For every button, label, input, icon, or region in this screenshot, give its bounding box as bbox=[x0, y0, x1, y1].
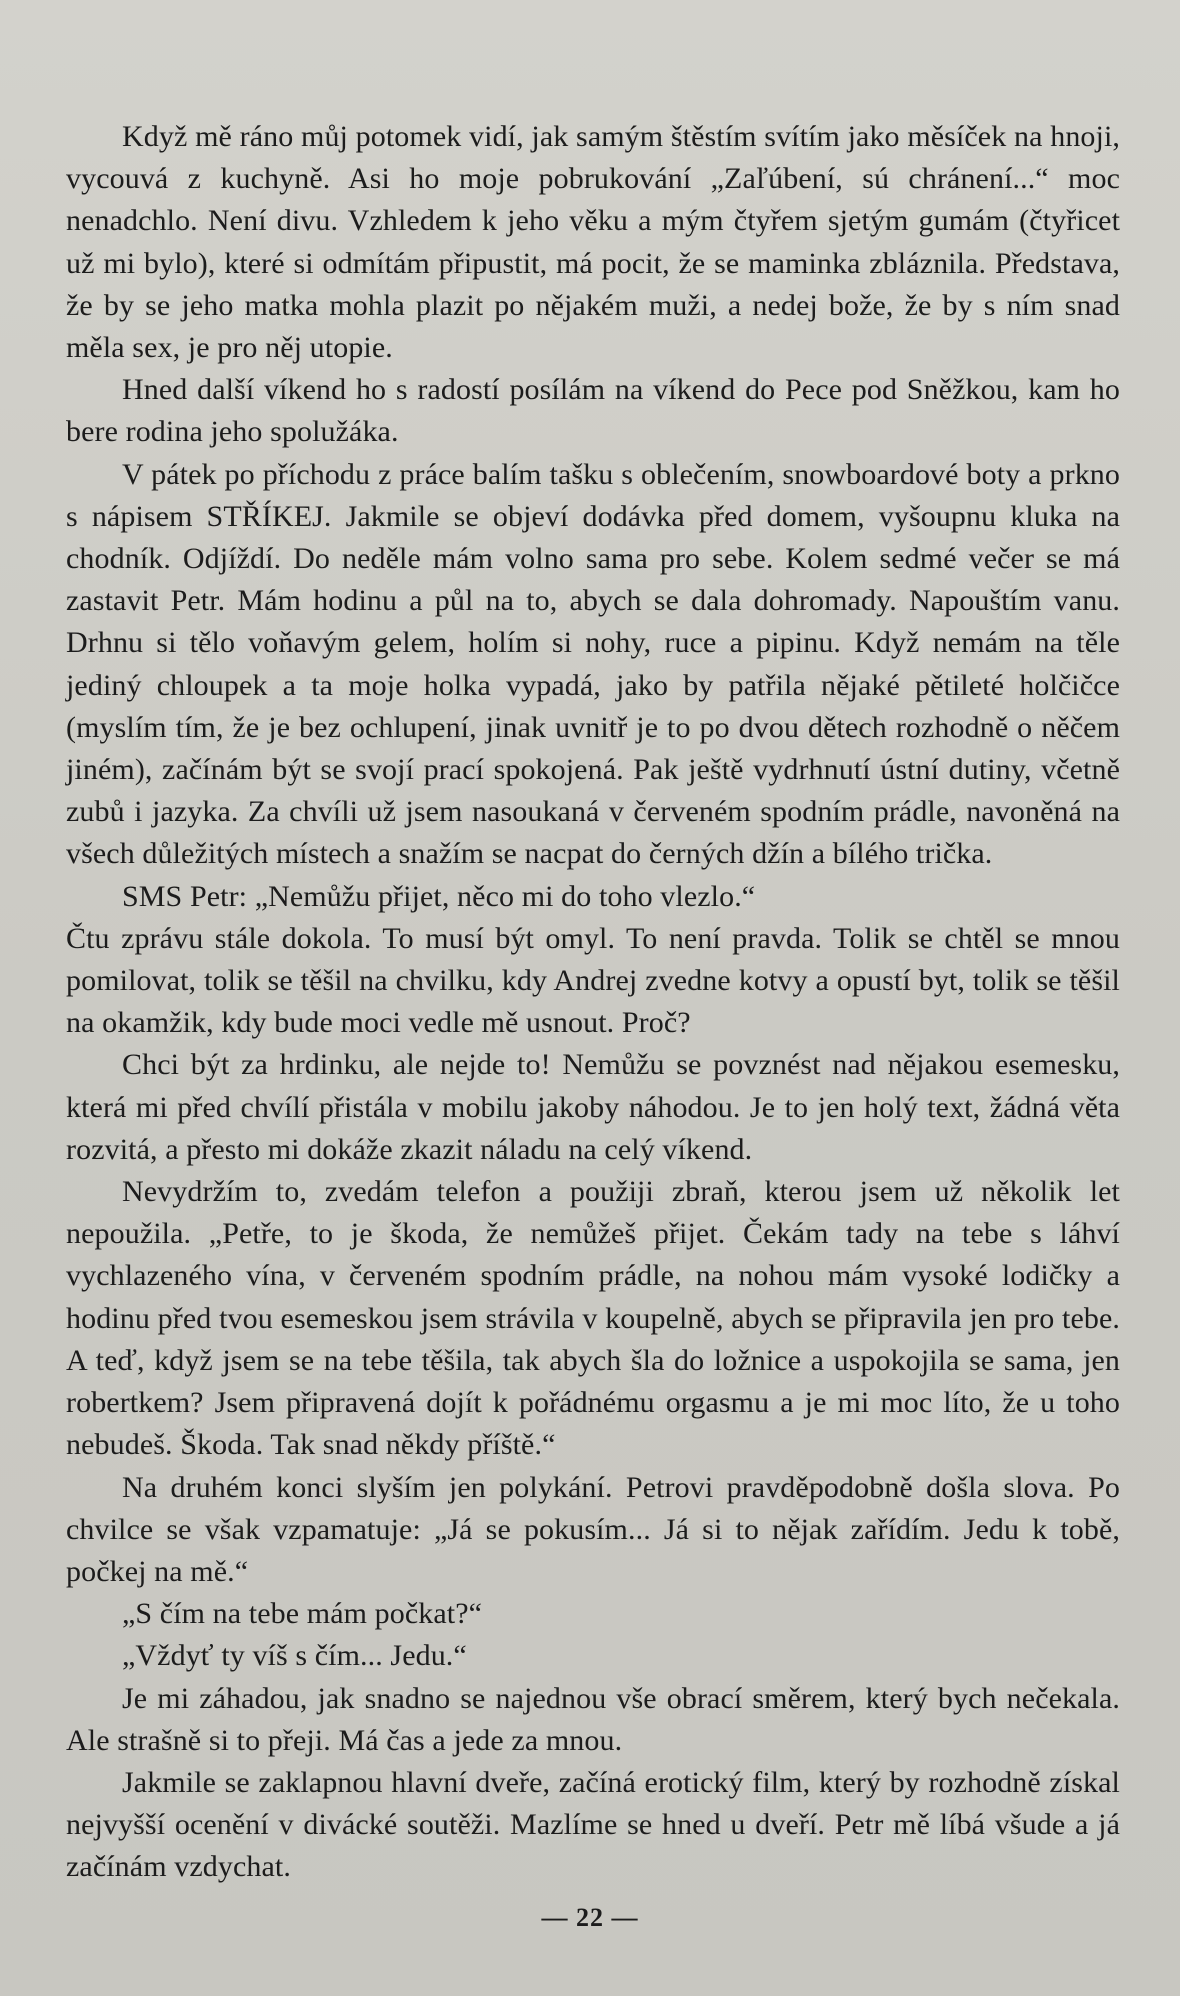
paragraph-2: Hned další víkend ho s radostí posílám na víkend do Pece pod Sněžkou, kam ho bere rodina jeho spolužáka. bbox=[66, 373, 1120, 449]
paragraph-12: Jakmile se zaklapnou hlavní dveře, začíná erotický film, který by rozhodně získal nejvyšší ocenění v divácké soutěži. Mazlíme se hned u dveří. Petr mě líbá všude a já začínám vzdychat. bbox=[66, 1765, 1120, 1884]
paragraph-3: V pátek po příchodu z práce balím tašku s oblečením, snowboardové boty a prkno s nápisem STŘÍKEJ. Jakmile se objeví dodávka před domem, vyšoupnu kluka na chodník. Odjíždí. Do neděle mám volno sama pro sebe. Kolem sedmé večer se má zastavit Petr. Mám hodinu a půl na to, abych se dala dohromady. Napouštím vanu. Drhnu si tělo voňavým gelem, holím si nohy, ruce a pipinu. Když nemám na těle jediný chloupek a ta moje holka vypadá, jako by patřila nějaké pětileté holčičce (myslím tím, že je bez ochlupení, jinak uvnitř je to po dvou dětech rozhodně o něčem jiném), začínám být se svojí prací spokojená. Pak ještě vydrhnutí ústní dutiny, včetně zubů i jazyka. Za chvíli už jsem nasoukaná v červeném spodním prádle, navoněná na všech důležitých místech a snažím se nacpat do černých džín a bílého trička. bbox=[66, 457, 1120, 871]
paragraph-6: Chci být za hrdinku, ale nejde to! Nemůžu se povznést nad nějakou esemesku, která mi před chvílí přistála v mobilu jakoby náhodou. Je to jen holý text, žádná věta rozvitá, a přesto mi dokáže zkazit náladu na celý víkend. bbox=[66, 1048, 1120, 1166]
dialogue-line-2: „Vždyť ty víš s čím... Jedu.“ bbox=[122, 1639, 467, 1673]
paragraph-sms: SMS Petr: „Nemůžu přijet, něco mi do toho vlezlo.“ bbox=[122, 879, 756, 913]
paragraph-11: Je mi záhadou, jak snadno se najednou vše obrací směrem, který bych nečekala. Ale strašně si to přeji. Má čas a jede za mnou. bbox=[66, 1681, 1120, 1757]
paragraph-5: Čtu zprávu stále dokola. To musí být omyl. To není pravda. Tolik se chtěl se mnou pomilovat, tolik se těšil na chvilku, kdy Andrej zvedne kotvy a opustí byt, tolik se těšil na okamžik, kdy bude moci vedle mě usnout. Proč? bbox=[66, 921, 1120, 1040]
paragraph-8: Na druhém konci slyším jen polykání. Petrovi pravděpodobně došla slova. Po chvilce se však vzpamatuje: „Já se pokusím... Já si to nějak zařídím. Jedu k tobě, počkej na mě.“ bbox=[66, 1470, 1120, 1588]
paragraph-1: Když mě ráno můj potomek vidí, jak samým štěstím svítím jako měsíček na hnoji, vycouvá z kuchyně. Asi ho moje pobrukování „Zaľúbení, sú chránení...“ moc nenadchlo. Není divu. Vzhledem k jeho věku a mým čtyřem sjetým gumám (čtyřicet už mi bylo), které si odmítám připustit, má pocit, že se maminka zbláznila. Představa, že by se jeho matka mohla plazit po nějakém muži, a nedej bože, že by s ním snad měla sex, je pro něj utopie. bbox=[66, 120, 1120, 365]
page-number: — 22 — bbox=[541, 1903, 639, 1932]
page-body bbox=[66, 116, 1120, 1889]
paragraph-7: Nevydržím to, zvedám telefon a použiji zbraň, kterou jsem už několik let nepoužila. „Petře, to je škoda, že nemůžeš přijet. Čekám tady na tebe s láhví vychlazeného vína, v červeném spodním prádle, na nohou mám vysoké lodičky a hodinu před tvou esemeskou jsem strávila v koupelně, abych se připravila jen pro tebe. A teď, když jsem se na tebe těšila, tak abych šla do ložnice a uspokojila se sama, jen robertkem? Jsem připravená dojít k pořádnému orgasmu a je mi moc líto, že u toho nebudeš. Škoda. Tak snad někdy příště.“ bbox=[66, 1175, 1120, 1462]
dialogue-line-1: „S čím na tebe mám počkat?“ bbox=[122, 1597, 483, 1631]
